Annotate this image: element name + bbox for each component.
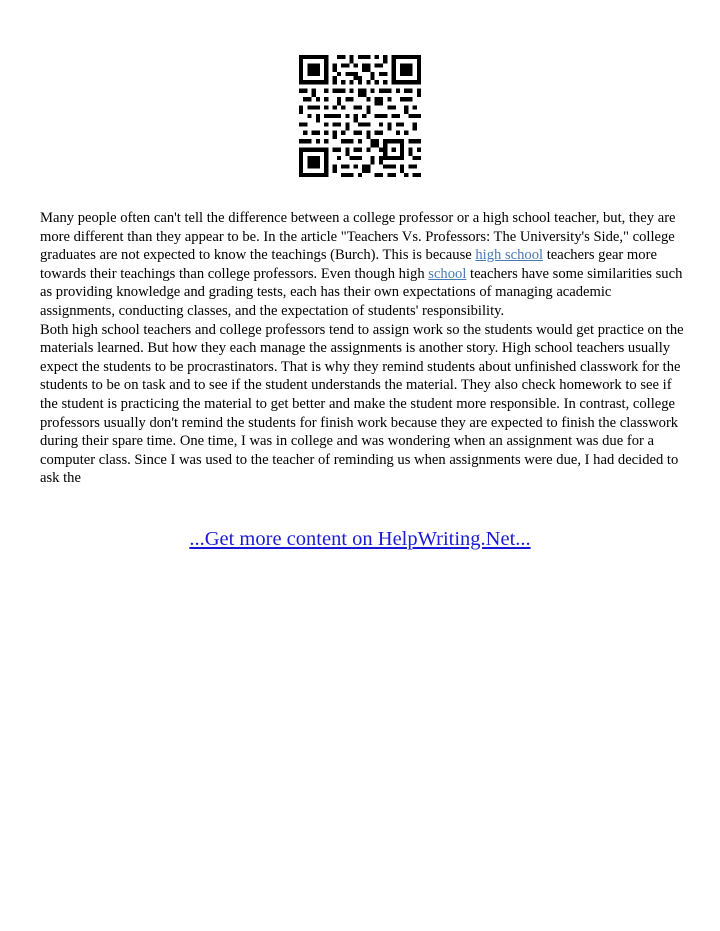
qr-code-icon bbox=[299, 55, 421, 177]
article-body bbox=[40, 209, 686, 488]
paragraph-1-text-c: teachers have some similarities such as providing knowledge and grading tests, each has their own expectations of managing academic assignments, conducting classes, and the expectation of students' responsibility. bbox=[40, 265, 683, 319]
get-more-content-banner bbox=[0, 526, 720, 552]
qr-code-graphic bbox=[299, 55, 421, 177]
get-more-content-link[interactable]: ...Get more content on HelpWriting.Net... bbox=[189, 528, 531, 550]
school-link[interactable]: school bbox=[428, 265, 467, 282]
paragraph-2: Both high school teachers and college professors tend to assign work so the students would get practice on the materials learned. But how they each manage the assignments is another story. High school teachers usually expect the students to be procrastinators. That is why they remind students about unfinished classwork for the students to be on task and to see if the student understands the material. They also check homework to see if the student is practicing the material to get better and make the student more responsible. In contrast, college professors usually don't remind the students for finish work because they are expected to finish the classwork during their spare time. One time, I was in college and was wondering when an assignment was due for a computer class. Since I was used to the teacher of reminding us when assignments were due, I had decided to ask the bbox=[40, 321, 684, 487]
paragraph-1-text-b: teachers gear more towards their teachings than college professors. Even though high bbox=[40, 247, 657, 282]
paragraph-1-text-a: Many people often can't tell the difference between a college professor or a high school teacher, but, they are more different than they appear to be. In the article "Teachers Vs. Professors: The University's Side," college graduates are not expected to know the teachings (Burch). This is because bbox=[40, 210, 676, 264]
paragraph-1 bbox=[40, 209, 686, 321]
high-school-link[interactable]: high school bbox=[475, 247, 544, 264]
